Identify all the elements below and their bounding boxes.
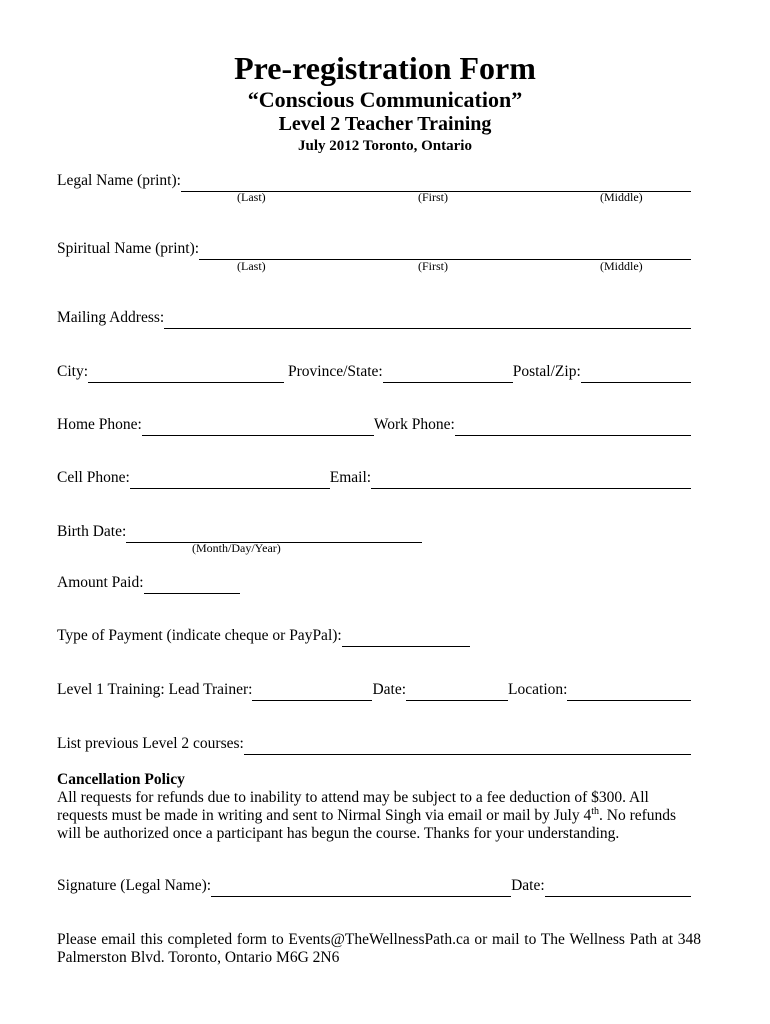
spiritual-name-middle-hint: (Middle) bbox=[600, 259, 643, 273]
policy-text-part1: All requests for refunds due to inability to attend may be subject to a fee deduction of $300. All requests must be made in writing and sent to Nirmal Singh via email or mail by July 4 bbox=[57, 789, 649, 824]
signature-date-label: Date: bbox=[511, 877, 545, 894]
payment-type-row bbox=[57, 623, 691, 647]
training-location-label: Location: bbox=[508, 681, 568, 698]
submission-instructions: Please email this completed form to Events@TheWellnessPath.ca or mail to The Wellness Path at 348 Palmerston Blvd. Toronto, Ontario M6G 2N6 bbox=[57, 931, 701, 966]
birth-date-hint: (Month/Day/Year) bbox=[192, 541, 281, 555]
signature-field[interactable] bbox=[211, 876, 511, 897]
training-location-field[interactable] bbox=[567, 680, 691, 701]
city-field[interactable] bbox=[88, 362, 284, 383]
previous-courses-field[interactable] bbox=[244, 734, 691, 755]
lead-trainer-label: Level 1 Training: Lead Trainer: bbox=[57, 681, 253, 698]
birth-date-row bbox=[57, 519, 691, 543]
work-phone-label: Work Phone: bbox=[373, 416, 455, 433]
amount-paid-row bbox=[57, 570, 691, 594]
spiritual-name-row bbox=[57, 236, 691, 260]
training-date-field[interactable] bbox=[406, 680, 508, 701]
amount-paid-label: Amount Paid: bbox=[57, 574, 144, 591]
mailing-address-field[interactable] bbox=[164, 308, 691, 329]
postal-label: Postal/Zip: bbox=[512, 363, 581, 380]
signature-row bbox=[57, 873, 691, 897]
lead-trainer-field[interactable] bbox=[252, 680, 372, 701]
email-label: Email: bbox=[329, 469, 372, 486]
policy-text-part2: . No refunds will be authorized once a participant has begun the course. Thanks for your understanding. bbox=[57, 807, 677, 842]
legal-name-middle-hint: (Middle) bbox=[600, 190, 643, 204]
province-label: Province/State: bbox=[288, 363, 383, 380]
city-row bbox=[57, 359, 691, 383]
previous-courses-label: List previous Level 2 courses: bbox=[57, 735, 244, 752]
phone-row bbox=[57, 412, 691, 436]
signature-label: Signature (Legal Name): bbox=[57, 877, 212, 894]
spiritual-name-label: Spiritual Name (print): bbox=[57, 240, 200, 257]
legal-name-label: Legal Name (print): bbox=[57, 172, 181, 189]
policy-superscript: th bbox=[591, 805, 600, 817]
spiritual-name-last-hint: (Last) bbox=[237, 259, 266, 273]
legal-name-last-hint: (Last) bbox=[237, 190, 266, 204]
previous-courses-row bbox=[57, 731, 691, 755]
work-phone-field[interactable] bbox=[455, 415, 691, 436]
level1-training-row bbox=[57, 677, 691, 701]
payment-type-field[interactable] bbox=[342, 626, 470, 647]
cell-email-row bbox=[57, 465, 691, 489]
city-label: City: bbox=[57, 363, 89, 380]
signature-date-field[interactable] bbox=[545, 876, 691, 897]
program-title: Level 2 Teacher Training bbox=[278, 113, 492, 135]
home-phone-field[interactable] bbox=[142, 415, 374, 436]
legal-name-field[interactable] bbox=[181, 171, 691, 192]
mailing-address-label: Mailing Address: bbox=[57, 309, 165, 326]
cancellation-policy-heading: Cancellation Policy bbox=[57, 771, 185, 788]
cell-phone-label: Cell Phone: bbox=[57, 469, 130, 486]
payment-type-label: Type of Payment (indicate cheque or PayPal): bbox=[57, 627, 342, 644]
home-phone-label: Home Phone: bbox=[57, 416, 142, 433]
birth-date-field[interactable] bbox=[126, 522, 422, 543]
date-location: July 2012 Toronto, Ontario bbox=[298, 138, 472, 154]
page-title: Pre-registration Form bbox=[234, 50, 536, 86]
spiritual-name-first-hint: (First) bbox=[418, 259, 448, 273]
cancellation-policy-text bbox=[57, 789, 697, 843]
birth-date-label: Birth Date: bbox=[57, 523, 127, 540]
form-subtitle: “Conscious Communication” bbox=[247, 87, 523, 112]
legal-name-row bbox=[57, 168, 691, 192]
training-date-label: Date: bbox=[372, 681, 407, 698]
province-field[interactable] bbox=[383, 362, 513, 383]
legal-name-first-hint: (First) bbox=[418, 190, 448, 204]
postal-field[interactable] bbox=[581, 362, 691, 383]
spiritual-name-field[interactable] bbox=[199, 239, 691, 260]
mailing-address-row bbox=[57, 305, 691, 329]
amount-paid-field[interactable] bbox=[144, 573, 240, 594]
cell-phone-field[interactable] bbox=[130, 468, 330, 489]
email-field[interactable] bbox=[371, 468, 691, 489]
